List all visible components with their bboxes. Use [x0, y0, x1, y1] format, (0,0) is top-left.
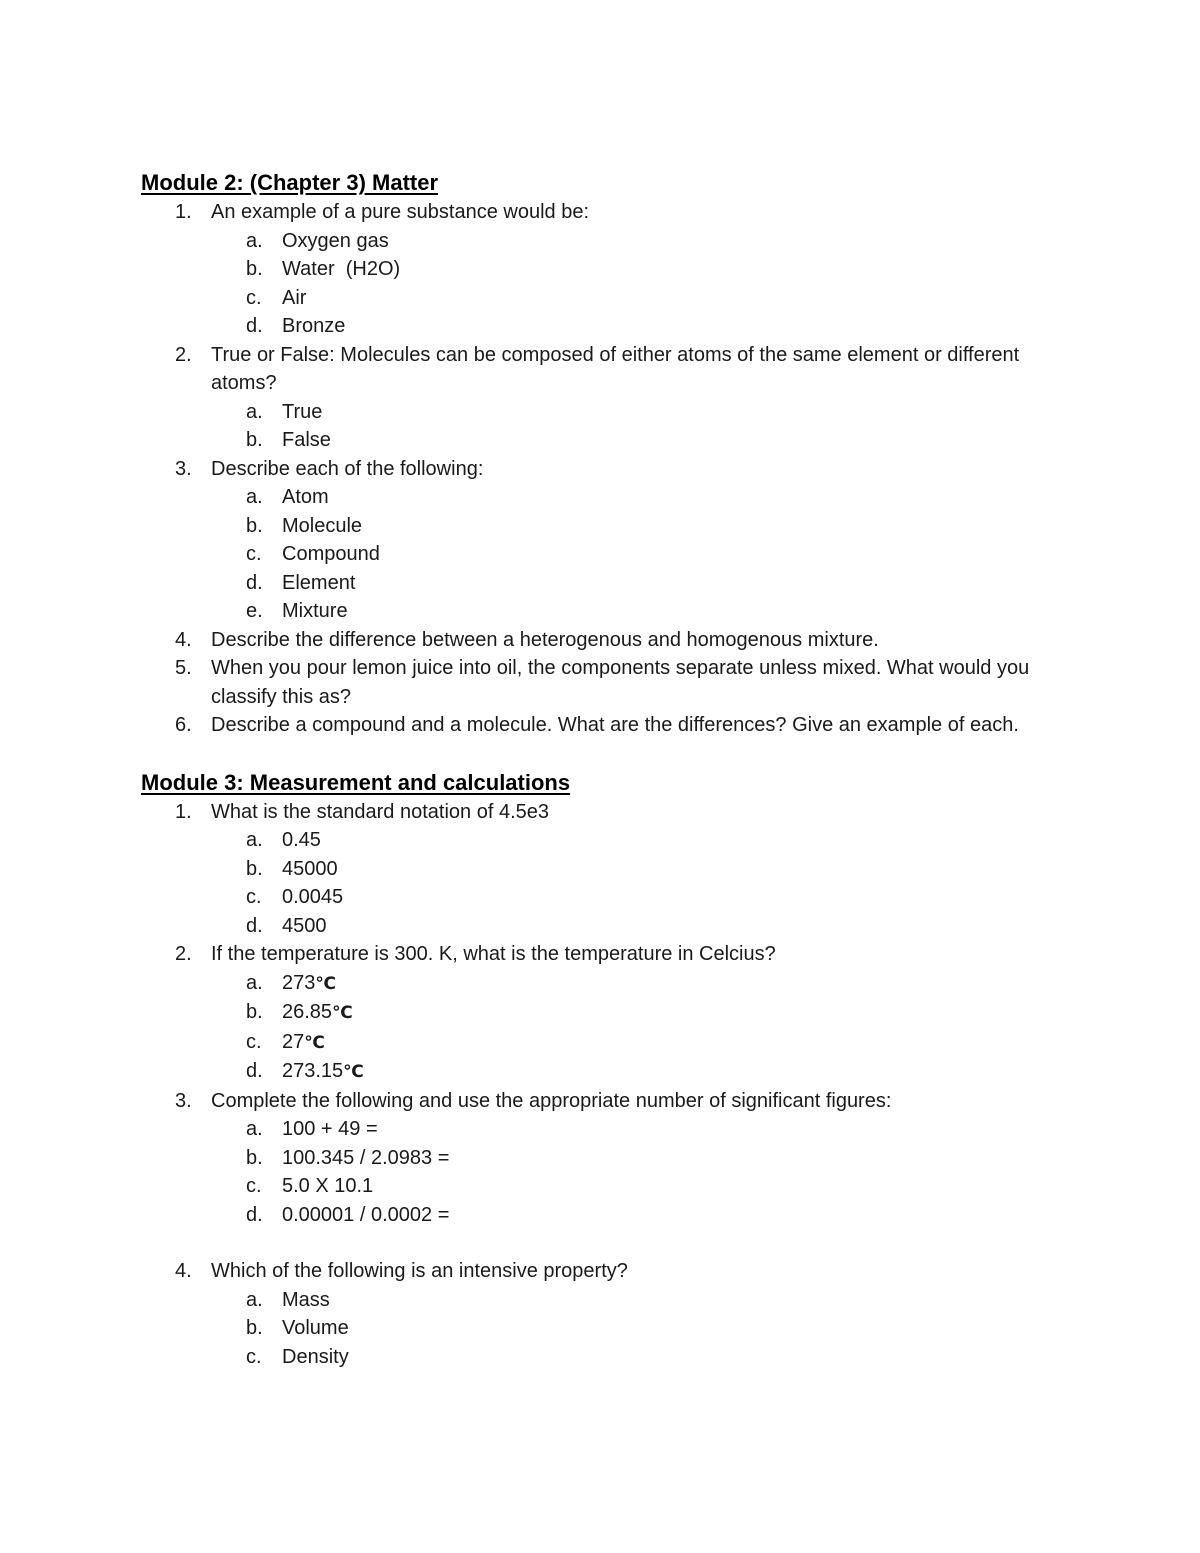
option-text: True	[282, 400, 323, 423]
celsius-unit: ℃	[304, 1032, 325, 1052]
option-item	[141, 1028, 1081, 1058]
question-item	[141, 1257, 1081, 1371]
option-value: 27	[282, 1030, 305, 1053]
option-text: 5.0 X 10.1	[282, 1175, 374, 1197]
option-letter: d.	[246, 315, 263, 337]
question-item	[141, 940, 1081, 1087]
question-text: Describe each of the following:	[211, 457, 484, 480]
option-item	[141, 284, 1081, 313]
option-letter: c.	[246, 1175, 262, 1197]
module-3-section	[141, 768, 1081, 1372]
option-text: Oxygen gas	[282, 229, 389, 252]
question-text: An example of a pure substance would be:	[211, 201, 590, 223]
option-list	[211, 227, 1081, 341]
option-item	[141, 1314, 1081, 1343]
option-list	[211, 1286, 1081, 1372]
question-text: What is the standard notation of 4.5e3	[211, 800, 549, 823]
option-item	[141, 1201, 1081, 1230]
question-item	[141, 341, 1081, 455]
option-item	[141, 483, 1081, 512]
option-text: Compound	[282, 543, 380, 565]
option-item	[141, 426, 1081, 455]
option-letter: b.	[246, 1317, 263, 1339]
option-list	[211, 826, 1081, 940]
option-text: 0.00001 / 0.0002 =	[282, 1203, 450, 1226]
option-item	[141, 998, 1081, 1028]
question-number: 1.	[175, 201, 192, 223]
option-list	[211, 398, 1081, 455]
celsius-unit: ℃	[343, 1062, 364, 1081]
option-letter: a.	[246, 400, 263, 423]
question-item	[141, 198, 1081, 341]
option-text: Bronze	[282, 315, 346, 337]
question-number: 3.	[175, 1089, 192, 1112]
option-item	[141, 855, 1081, 884]
module-2-question-list	[141, 198, 1081, 740]
option-text: Density	[282, 1345, 349, 1368]
option-text: Atom	[282, 486, 329, 508]
option-item	[141, 569, 1081, 598]
option-letter: a.	[246, 486, 263, 508]
option-item	[141, 1286, 1081, 1315]
option-item	[141, 312, 1081, 341]
option-letter: d.	[246, 571, 263, 594]
question-text: True or False: Molecules can be composed of either atoms of the same element or different atoms?	[211, 343, 1020, 394]
blank-line	[211, 1229, 1081, 1257]
option-letter: b.	[246, 1146, 263, 1169]
question-text: When you pour lemon juice into oil, the components separate unless mixed. What would you classify this as?	[211, 657, 1030, 708]
option-letter: a.	[246, 971, 263, 994]
question-number: 4.	[175, 628, 192, 651]
module-2-heading: Module 2: (Chapter 3) Matter	[141, 170, 439, 195]
document-page	[141, 168, 1081, 1371]
option-item	[141, 1115, 1081, 1144]
option-letter: a.	[246, 829, 263, 851]
option-text: Molecule	[282, 514, 363, 537]
question-number: 4.	[175, 1260, 192, 1282]
question-text: If the temperature is 300. K, what is the temperature in Celcius?	[211, 943, 776, 965]
option-value: 273.15	[282, 1060, 344, 1082]
option-item	[141, 883, 1081, 912]
option-text: 100.345 / 2.0983 =	[282, 1146, 450, 1169]
option-letter: b.	[246, 258, 263, 280]
option-text: Water (H2O)	[282, 258, 401, 280]
option-letter: b.	[246, 514, 263, 537]
option-letter: a.	[246, 1118, 263, 1140]
module-3-heading: Module 3: Measurement and calculations	[141, 769, 571, 795]
option-item	[141, 969, 1081, 999]
module-2-section	[141, 168, 1081, 740]
question-number: 2.	[175, 343, 192, 366]
option-item	[141, 227, 1081, 256]
option-letter: c.	[246, 1030, 262, 1053]
question-text: Complete the following and use the appropriate number of significant figures:	[211, 1089, 892, 1112]
option-text: 0.0045	[282, 886, 344, 908]
option-text: Volume	[282, 1317, 349, 1339]
option-text: 0.45	[282, 829, 321, 851]
option-item	[141, 1057, 1081, 1087]
option-letter: b.	[246, 857, 263, 880]
question-number: 6.	[175, 714, 192, 736]
option-letter: d.	[246, 1060, 263, 1082]
option-letter: b.	[246, 1001, 263, 1023]
option-letter: a.	[246, 229, 263, 252]
celsius-unit: ℃	[315, 973, 336, 993]
option-text: 4500	[282, 914, 327, 937]
option-value: 26.85	[282, 1001, 333, 1023]
option-item	[141, 1343, 1081, 1372]
option-text: 45000	[282, 857, 338, 880]
question-number: 1.	[175, 800, 192, 823]
option-text: False	[282, 429, 331, 451]
question-text: Describe the difference between a heterogenous and homogenous mixture.	[211, 628, 879, 651]
option-item	[141, 540, 1081, 569]
module-3-question-list	[141, 798, 1081, 1372]
celsius-unit: ℃	[332, 1003, 353, 1022]
question-item	[141, 455, 1081, 626]
option-item	[141, 398, 1081, 427]
option-list	[211, 1115, 1081, 1229]
option-letter: b.	[246, 429, 263, 451]
option-letter: c.	[246, 543, 262, 565]
option-letter: e.	[246, 600, 263, 622]
option-value: 273	[282, 971, 316, 994]
question-number: 5.	[175, 657, 192, 679]
question-item	[141, 626, 1081, 655]
option-letter: a.	[246, 1288, 263, 1311]
option-text: Element	[282, 571, 356, 594]
option-item	[141, 826, 1081, 855]
option-text: Air	[282, 286, 307, 309]
question-item	[141, 798, 1081, 941]
question-item	[141, 1087, 1081, 1258]
question-item	[141, 654, 1081, 711]
question-text: Describe a compound and a molecule. What are the differences? Give an example of each.	[211, 714, 1019, 736]
question-number: 2.	[175, 943, 192, 965]
option-item	[141, 597, 1081, 626]
option-letter: c.	[246, 286, 262, 309]
option-text: Mass	[282, 1288, 330, 1311]
option-list	[211, 483, 1081, 626]
option-letter: c.	[246, 1345, 262, 1368]
option-letter: d.	[246, 1203, 263, 1226]
question-number: 3.	[175, 457, 192, 480]
option-letter: d.	[246, 914, 263, 937]
option-letter: c.	[246, 886, 262, 908]
option-text: Mixture	[282, 600, 348, 622]
option-item	[141, 512, 1081, 541]
option-item	[141, 1144, 1081, 1173]
question-text: Which of the following is an intensive property?	[211, 1260, 628, 1282]
option-item	[141, 912, 1081, 941]
option-list	[211, 969, 1081, 1087]
option-item	[141, 255, 1081, 284]
option-item	[141, 1172, 1081, 1201]
option-text: 100 + 49 =	[282, 1118, 378, 1140]
question-item	[141, 711, 1081, 740]
